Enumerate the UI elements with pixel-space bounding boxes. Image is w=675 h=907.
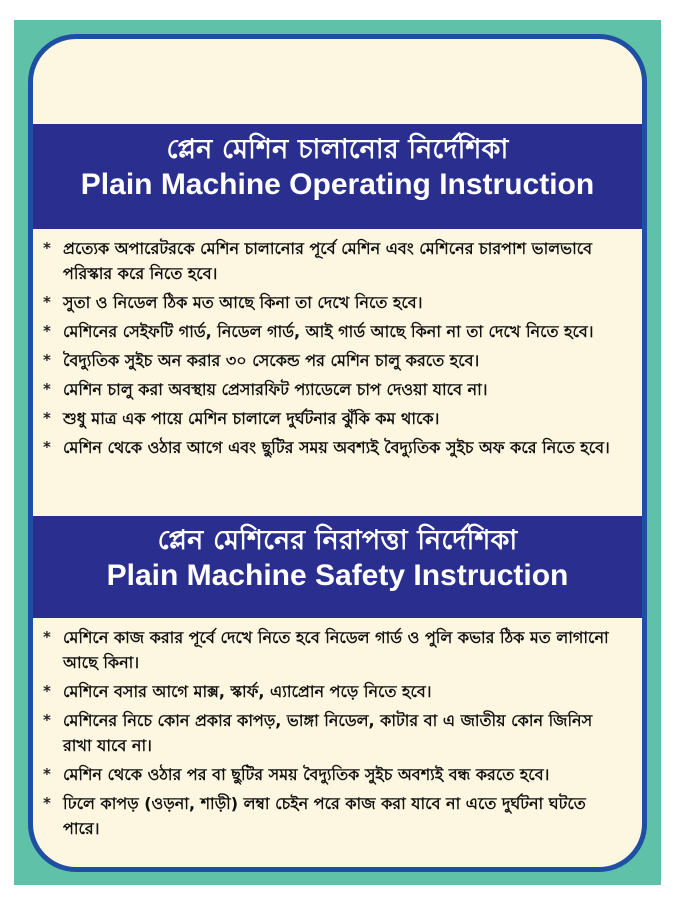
list-item: * মেশিন চালু করা অবস্থায় প্রেসারফিট প্যাডেলে চাপ দেওয়া যাবে না। <box>41 377 626 402</box>
operating-title-en: Plain Machine Operating Instruction <box>80 168 595 201</box>
safety-header <box>33 516 642 618</box>
safety-title-en: Plain Machine Safety Instruction <box>106 559 569 592</box>
asterisk-icon: * <box>43 711 51 729</box>
list-item: * মেশিনে বসার আগে মাক্স, স্কার্ফ, এ্যাপ্রোন পড়ে নিতে হবে। <box>41 679 626 704</box>
list-item: * মেশিনের নিচে কোন প্রকার কাপড়, ভাঙ্গা নিডেল, কাটার বা এ জাতীয় কোন জিনিস রাখা যাবে না। <box>41 708 626 758</box>
list-item: * মেশিন থেকে ওঠার পর বা ছুটির সময় বৈদ্যুতিক সুইচ অবশ্যই বন্ধ করতে হবে। <box>41 762 626 787</box>
asterisk-icon: * <box>43 682 51 700</box>
asterisk-icon: * <box>43 409 51 427</box>
asterisk-icon: * <box>43 765 51 783</box>
list-item: * মেশিনের সেইফটি গার্ড, নিডেল গার্ড, আই গার্ড আছে কিনা না তা দেখে নিতে হবে। <box>41 319 626 344</box>
list-item: * বৈদ্যুতিক সুইচ অন করার ৩০ সেকেন্ড পর মেশিন চালু করতে হবে। <box>41 348 626 373</box>
list-item: * প্রত্যেক অপারেটরকে মেশিন চালানোর পূর্বে মেশিন এবং মেশিনের চারপাশ ভালভাবে পরিস্কার করে নিতে হবে। <box>41 236 626 286</box>
safety-list <box>41 625 626 845</box>
asterisk-icon: * <box>43 239 51 257</box>
list-item: * সুতা ও নিডেল ঠিক মত আছে কিনা তা দেখে নিতে হবে। <box>41 290 626 315</box>
poster-panel <box>28 34 647 872</box>
list-item: * ঢিলে কাপড় (ওড়না, শাড়ী) লম্বা চেইন পরে কাজ করা যাবে না এতে দুর্ঘটনা ঘটতে পারে। <box>41 791 626 841</box>
safety-title-bn: প্লেন মেশিনের নিরাপত্তা নির্দেশিকা <box>157 525 518 556</box>
asterisk-icon: * <box>43 322 51 340</box>
operating-list <box>41 236 626 464</box>
asterisk-icon: * <box>43 794 51 812</box>
operating-header <box>33 124 642 229</box>
operating-title-bn: প্লেন মেশিন চালানোর নির্দেশিকা <box>166 134 509 165</box>
asterisk-icon: * <box>43 380 51 398</box>
asterisk-icon: * <box>43 293 51 311</box>
list-item: * শুধু মাত্র এক পায়ে মেশিন চালালে দুর্ঘটনার ঝুঁকি কম থাকে। <box>41 406 626 431</box>
asterisk-icon: * <box>43 351 51 369</box>
list-item: * মেশিন থেকে ওঠার আগে এবং ছুটির সময় অবশ্যই বৈদ্যুতিক সুইচ অফ করে নিতে হবে। <box>41 435 626 460</box>
list-item: * মেশিনে কাজ করার পূর্বে দেখে নিতে হবে নিডেল গার্ড ও পুলি কভার ঠিক মত লাগানো আছে কিনা। <box>41 625 626 675</box>
asterisk-icon: * <box>43 628 51 646</box>
asterisk-icon: * <box>43 438 51 456</box>
